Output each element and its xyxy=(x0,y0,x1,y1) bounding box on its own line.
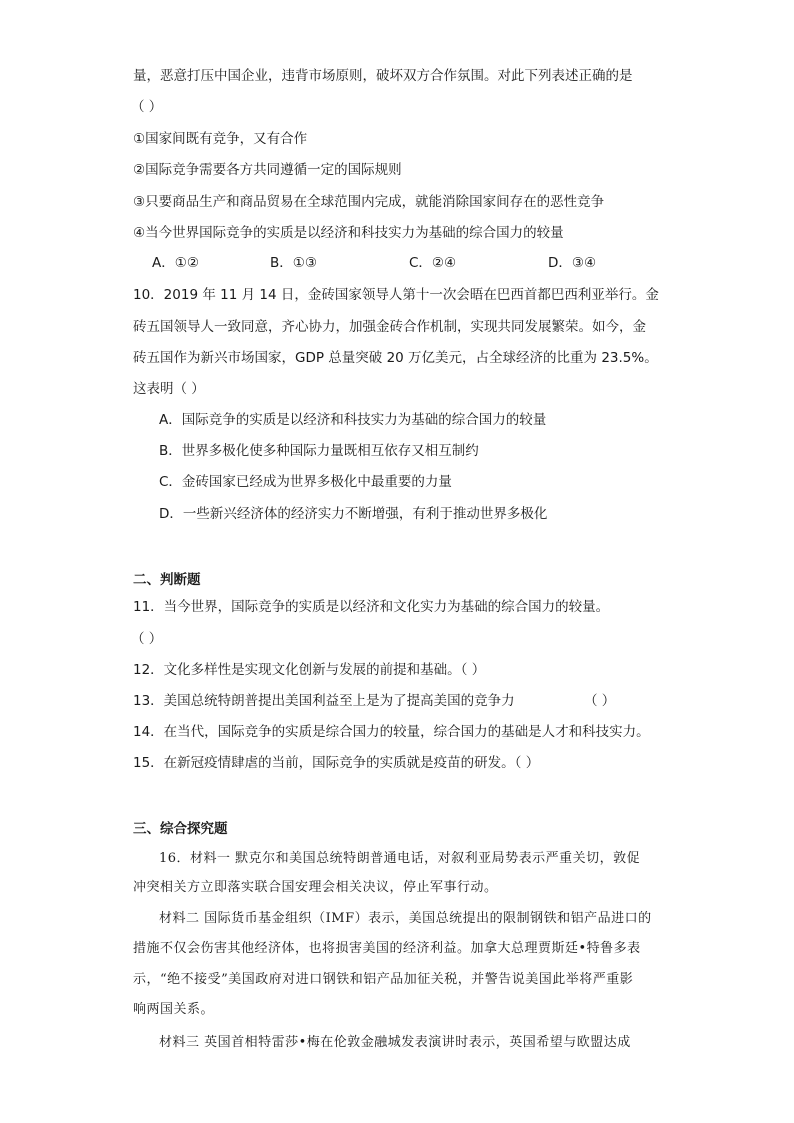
q13-text: 13．美国总统特朗普提出美国利益至上是为了提高美国的竞争力 xyxy=(133,693,515,709)
q9-item-1: ①国家间既有竞争，又有合作 xyxy=(133,131,308,147)
q14-text: 14．在当代，国际竞争的实质是综合国力的较量，综合国力的基础是人才和科技实力。 xyxy=(133,724,650,740)
q9-item-4: ④当今世界国际竞争的实质是以经济和科技实力为基础的综合国力的较量 xyxy=(133,225,564,241)
q15-text: 15．在新冠疫情肆虐的当前，国际竞争的实质就是疫苗的研发。（ ） xyxy=(133,755,540,771)
q16-material-2-line-2: 措施不仅会伤害其他经济体，也将损害美国的经济利益。加拿大总理贾斯廷•特鲁多表 xyxy=(133,941,641,956)
q11-bracket: （ ） xyxy=(131,631,163,647)
q11-text: 11．当今世界，国际竞争的实质是以经济和文化实力为基础的综合国力的较量。 xyxy=(133,599,610,615)
q10-stem-line-3: 砖五国作为新兴市场国家，GDP 总量突破 20 万亿美元，占全球经济的比重为 23.5%。 xyxy=(133,350,658,366)
q16-material-1-line-1: 16．材料一 默克尔和美国总统特朗普通电话，对叙利亚局势表示严重关切，敦促 xyxy=(159,851,641,866)
q9-options xyxy=(0,254,794,272)
q9-option-d: D．③④ xyxy=(548,255,597,271)
section-3-heading: 三、综合探究题 xyxy=(133,821,228,837)
q10-option-d: D．一些新兴经济体的经济实力不断增强，有利于推动世界多极化 xyxy=(159,506,548,522)
q12-text: 12．文化多样性是实现文化创新与发展的前提和基础。（ ） xyxy=(133,662,486,678)
q9-option-a: A．①② xyxy=(152,255,199,271)
q10-stem-line-2: 砖五国领导人一致同意，齐心协力，加强金砖合作机制，实现共同发展繁荣。如今，金 xyxy=(133,319,646,335)
q9-stem-continuation: 量，恶意打压中国企业，违背市场原则，破坏双方合作氛围。对此下列表述正确的是 xyxy=(133,68,633,84)
section-2-heading: 二、判断题 xyxy=(133,572,201,588)
q16-material-1-line-2: 冲突相关方立即落实联合国安理会相关决议，停止军事行动。 xyxy=(133,880,498,895)
q16-material-3-line-1: 材料三 英国首相特雷莎•梅在伦敦金融城发表演讲时表示，英国希望与欧盟达成 xyxy=(159,1035,631,1050)
q9-item-2: ②国际竞争需要各方共同遵循一定的国际规则 xyxy=(133,162,402,178)
q9-option-b: B．①③ xyxy=(270,255,317,271)
q10-stem-line-4: 这表明（ ） xyxy=(133,381,205,397)
q13-bracket: （ ） xyxy=(584,693,616,709)
q10-stem-line-1: 10．2019 年 11 月 14 日，金砖国家领导人第十一次会晤在巴西首都巴西利亚举行。金 xyxy=(133,287,659,303)
q16-material-2-line-4: 响两国关系。 xyxy=(133,1002,215,1017)
q10-option-a: A．国际竞争的实质是以经济和科技实力为基础的综合国力的较量 xyxy=(159,412,547,428)
q10-option-b: B．世界多极化使多种国际力量既相互依存又相互制约 xyxy=(159,443,479,459)
q9-item-3: ③只要商品生产和商品贸易在全球范围内完成，就能消除国家间存在的恶性竞争 xyxy=(133,194,605,210)
q9-answer-bracket: （ ） xyxy=(131,99,163,115)
q9-option-c: C．②④ xyxy=(409,255,457,271)
q16-material-2-line-3: 示，“绝不接受”美国政府对进口钢铁和铝产品加征关税，并警告说美国此举将严重影 xyxy=(133,972,634,987)
q16-material-2-line-1: 材料二 国际货币基金组织（IMF）表示，美国总统提出的限制钢铁和铝产品进口的 xyxy=(159,911,652,926)
q10-option-c: C．金砖国家已经成为世界多极化中最重要的力量 xyxy=(159,474,452,490)
